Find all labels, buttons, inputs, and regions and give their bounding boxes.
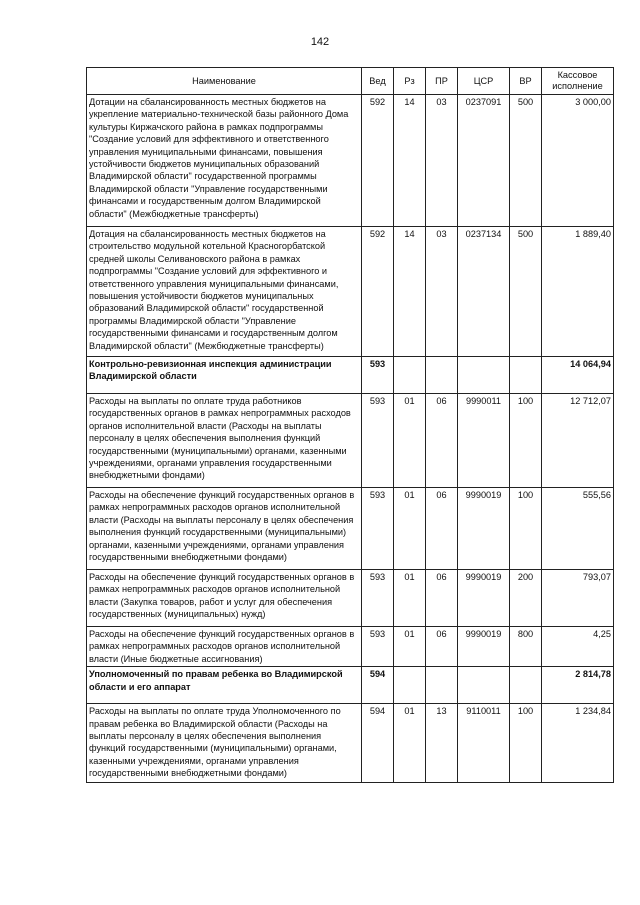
row-csr: 9990011 <box>458 394 510 488</box>
row-pr: 06 <box>426 394 458 488</box>
row-sum: 2 814,78 <box>542 667 614 704</box>
table-row <box>87 570 614 627</box>
row-pr: 06 <box>426 570 458 627</box>
row-sum: 1 234,84 <box>542 704 614 783</box>
row-ved: 593 <box>362 570 394 627</box>
row-vr: 500 <box>510 227 542 357</box>
page-number: 142 <box>310 36 330 48</box>
row-name: Уполномоченный по правам ребенка во Владимирской области и его аппарат <box>87 667 362 704</box>
col-header-csr: ЦСР <box>458 68 510 95</box>
table-header-row <box>87 68 614 95</box>
row-name: Расходы на обеспечение функций государственных органов в рамках непрограммных расходов органов исполнительной власти (Закупка товаров, работ и услуг для обеспечения государственных (муниципальных) нужд) <box>87 570 362 627</box>
row-vr <box>510 667 542 704</box>
row-csr: 0237091 <box>458 95 510 227</box>
row-name: Дотации на сбалансированность местных бюджетов на укрепление материально-технической базы районного Дома культуры Киржачского района в рамках подпрограммы "Создание условий для эффективного и ответственного управления муниципальными финансами, повышения устойчивости бюджетов муниципальных образований Владимирской области" государственной программы Владимирской области "Управление государственными финансами и государственным долгом Владимирской области" (Межбюджетные трансферты) <box>87 95 362 227</box>
row-ved: 592 <box>362 95 394 227</box>
row-rz: 01 <box>394 394 426 488</box>
row-sum: 793,07 <box>542 570 614 627</box>
row-rz: 01 <box>394 570 426 627</box>
row-ved: 592 <box>362 227 394 357</box>
row-rz: 14 <box>394 227 426 357</box>
col-header-vr: ВР <box>510 68 542 95</box>
row-csr: 9990019 <box>458 488 510 570</box>
row-csr: 0237134 <box>458 227 510 357</box>
col-header-ved: Вед <box>362 68 394 95</box>
row-vr: 500 <box>510 95 542 227</box>
table-row <box>87 95 614 227</box>
row-rz: 01 <box>394 704 426 783</box>
row-sum: 4,25 <box>542 627 614 667</box>
row-pr <box>426 357 458 394</box>
row-pr: 03 <box>426 95 458 227</box>
row-name: Контрольно-ревизионная инспекция администрации Владимирской области <box>87 357 362 394</box>
table-row <box>87 667 614 704</box>
row-ved: 594 <box>362 667 394 704</box>
table-row <box>87 627 614 667</box>
row-sum: 3 000,00 <box>542 95 614 227</box>
row-vr: 800 <box>510 627 542 667</box>
row-ved: 594 <box>362 704 394 783</box>
table-row <box>87 394 614 488</box>
row-name: Расходы на обеспечение функций государственных органов в рамках непрограммных расходов органов исполнительной власти (Расходы на выплаты персоналу в целях обеспечения выполнения функций государственными (муниципальными) органами, казенными учреждениями, органами управления государственными внебюджетными фондами) <box>87 488 362 570</box>
table-row <box>87 357 614 394</box>
col-header-rz: Рз <box>394 68 426 95</box>
row-rz <box>394 667 426 704</box>
row-pr <box>426 667 458 704</box>
row-vr: 100 <box>510 394 542 488</box>
col-header-name: Наименование <box>87 68 362 95</box>
row-sum: 12 712,07 <box>542 394 614 488</box>
row-rz: 01 <box>394 488 426 570</box>
row-rz <box>394 357 426 394</box>
table-row <box>87 488 614 570</box>
row-csr: 9990019 <box>458 627 510 667</box>
row-vr: 100 <box>510 704 542 783</box>
row-name: Расходы на обеспечение функций государственных органов в рамках непрограммных расходов органов исполнительной власти (Иные бюджетные ассигнования) <box>87 627 362 667</box>
row-csr <box>458 357 510 394</box>
row-name: Расходы на выплаты по оплате труда работников государственных органов в рамках непрограммных расходов органов исполнительной власти (Расходы на выплаты персоналу в целях обеспечения выполнения функций государственными (муниципальными) органами, казенными учреждениями, органами управления государственными внебюджетными фондами) <box>87 394 362 488</box>
row-ved: 593 <box>362 394 394 488</box>
row-pr: 03 <box>426 227 458 357</box>
col-header-pr: ПР <box>426 68 458 95</box>
row-rz: 01 <box>394 627 426 667</box>
row-pr: 06 <box>426 488 458 570</box>
row-vr: 200 <box>510 570 542 627</box>
row-sum: 1 889,40 <box>542 227 614 357</box>
row-rz: 14 <box>394 95 426 227</box>
row-sum: 14 064,94 <box>542 357 614 394</box>
row-ved: 593 <box>362 488 394 570</box>
row-vr <box>510 357 542 394</box>
row-csr <box>458 667 510 704</box>
table-row <box>87 704 614 783</box>
row-ved: 593 <box>362 357 394 394</box>
row-pr: 13 <box>426 704 458 783</box>
col-header-sum: Кассовое исполнение <box>542 68 614 95</box>
row-ved: 593 <box>362 627 394 667</box>
row-name: Расходы на выплаты по оплате труда Уполномоченного по правам ребенка во Владимирской области (Расходы на выплаты персоналу в целях обеспечения выполнения функций государственными (муниципальными) органами, казенными учреждениями, органами управления государственными внебюджетными фондами) <box>87 704 362 783</box>
row-name: Дотация на сбалансированность местных бюджетов на строительство модульной котельной Красногорбатской средней школы Селивановского района в рамках подпрограммы "Создание условий для эффективного и ответственного управления муниципальными финансами, повышения устойчивости бюджетов муниципальных образований Владимирской области" государственной программы Владимирской области "Управление государственными финансами и государственным долгом Владимирской области" (Межбюджетные трансферты) <box>87 227 362 357</box>
row-csr: 9990019 <box>458 570 510 627</box>
budget-table <box>86 67 614 783</box>
row-pr: 06 <box>426 627 458 667</box>
row-csr: 9110011 <box>458 704 510 783</box>
row-vr: 100 <box>510 488 542 570</box>
table-row <box>87 227 614 357</box>
row-sum: 555,56 <box>542 488 614 570</box>
